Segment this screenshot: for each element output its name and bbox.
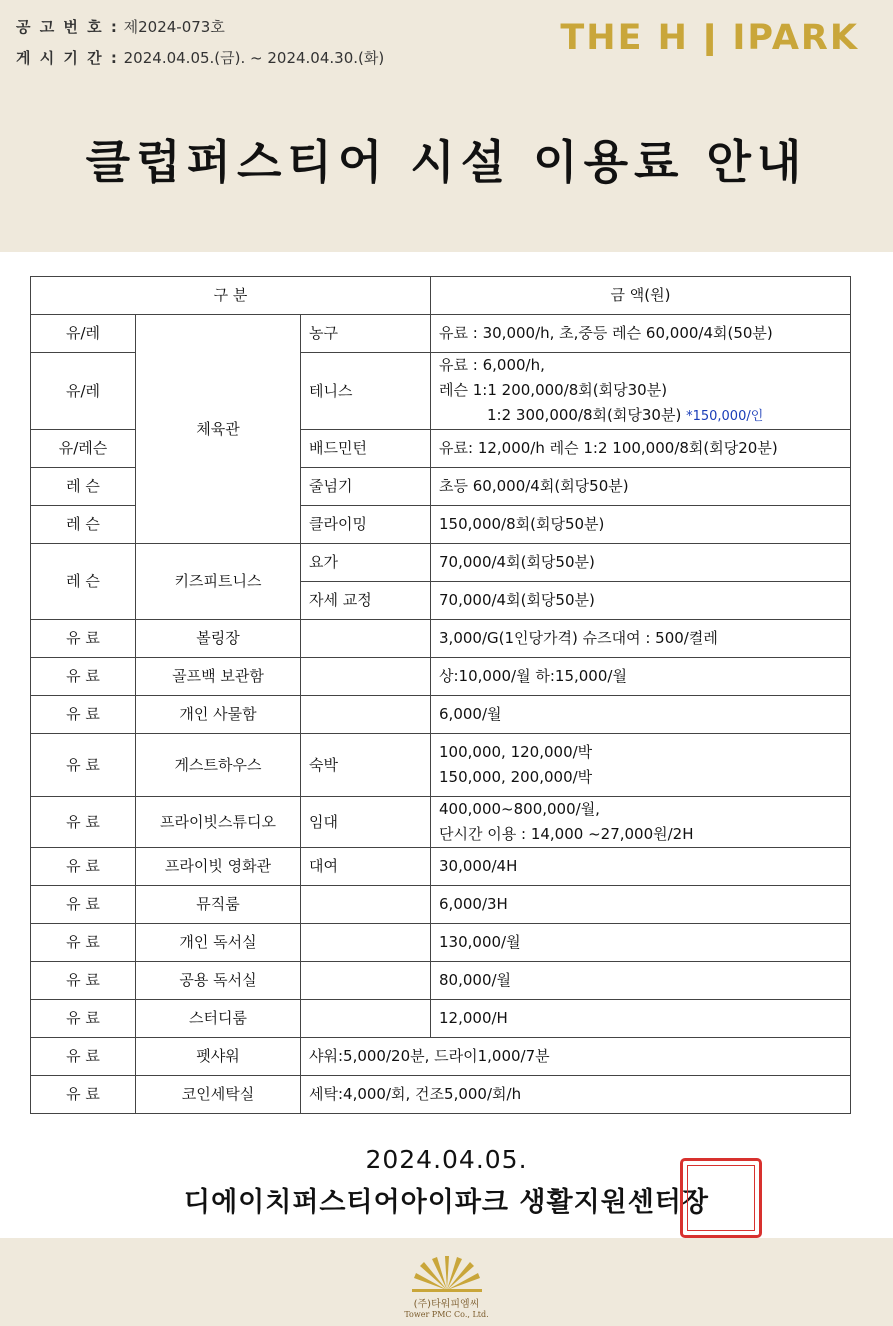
- row-item-empty: [301, 620, 431, 658]
- amount-line: 400,000~800,000/월,: [439, 800, 600, 818]
- table-row: [31, 1076, 851, 1114]
- table-row: [31, 658, 851, 696]
- row-item: 임대: [301, 797, 431, 848]
- row-type: 유/레: [31, 353, 136, 430]
- table-row: [31, 1000, 851, 1038]
- row-item-empty: [301, 962, 431, 1000]
- table-row: [31, 620, 851, 658]
- row-type: 유 료: [31, 962, 136, 1000]
- table-row: [31, 315, 851, 353]
- row-amount: 70,000/4회(회당50분): [431, 582, 851, 620]
- amount-line: 100,000, 120,000/박: [439, 743, 593, 761]
- table-row: [31, 886, 851, 924]
- row-type: 유 료: [31, 620, 136, 658]
- notice-period-value: 2024.04.05.(금). ~ 2024.04.30.(화): [123, 49, 385, 67]
- row-item-empty: [301, 696, 431, 734]
- notice-period: [16, 47, 384, 68]
- row-type: 유/레: [31, 315, 136, 353]
- row-amount: 30,000/4H: [431, 848, 851, 886]
- row-type: 유 료: [31, 1038, 136, 1076]
- row-item: 대여: [301, 848, 431, 886]
- amount-line: 단시간 이용 : 14,000 ~27,000원/2H: [439, 825, 694, 843]
- row-item: 요가: [301, 544, 431, 582]
- amount-line-indented: [439, 403, 842, 429]
- table-row: [31, 797, 851, 848]
- row-group: 뮤직룸: [136, 886, 301, 924]
- row-group: 스터디룸: [136, 1000, 301, 1038]
- row-group: 볼링장: [136, 620, 301, 658]
- row-amount: 130,000/월: [431, 924, 851, 962]
- sun-fan-logo-icon: [408, 1256, 486, 1294]
- per-person-note: *150,000/인: [686, 409, 764, 424]
- row-amount: 초등 60,000/4회(회당50분): [431, 468, 851, 506]
- row-type: 유 료: [31, 848, 136, 886]
- table-row: [31, 962, 851, 1000]
- row-group: 골프백 보관함: [136, 658, 301, 696]
- table-row: [31, 848, 851, 886]
- table-row: [31, 1038, 851, 1076]
- row-group: 개인 사물함: [136, 696, 301, 734]
- row-type: 유 료: [31, 734, 136, 797]
- row-amount: [431, 734, 851, 797]
- table-row: [31, 924, 851, 962]
- row-group: 펫샤워: [136, 1038, 301, 1076]
- row-group: 코인세탁실: [136, 1076, 301, 1114]
- fee-table: [30, 276, 851, 1114]
- header-category: 구 분: [31, 277, 431, 315]
- row-type: 유 료: [31, 886, 136, 924]
- row-group: 프라이빗스튜디오: [136, 797, 301, 848]
- row-amount: [431, 797, 851, 848]
- row-item: 배드민턴: [301, 430, 431, 468]
- row-group: 개인 독서실: [136, 924, 301, 962]
- row-group: 공용 독서실: [136, 962, 301, 1000]
- row-type: 유 료: [31, 1000, 136, 1038]
- row-group-gym: 체육관: [136, 315, 301, 544]
- row-group: 게스트하우스: [136, 734, 301, 797]
- issuer-name: 디에이치퍼스티어아이파크 생활지원센터장: [184, 1187, 709, 1218]
- row-type: 유 료: [31, 658, 136, 696]
- row-type: 레 슨: [31, 468, 136, 506]
- row-amount: 150,000/8회(회당50분): [431, 506, 851, 544]
- row-item: 줄넘기: [301, 468, 431, 506]
- seal-inner-border: [687, 1165, 755, 1231]
- row-amount: 80,000/월: [431, 962, 851, 1000]
- row-type: 유/레슨: [31, 430, 136, 468]
- row-item-empty: [301, 1000, 431, 1038]
- row-group-kids: 키즈피트니스: [136, 544, 301, 620]
- notice-number-value: 제2024-073호: [123, 18, 225, 36]
- row-type: 유 료: [31, 1076, 136, 1114]
- row-item: 숙박: [301, 734, 431, 797]
- table-row: [31, 696, 851, 734]
- row-amount: 유료: 12,000/h 레슨 1:2 100,000/8회(회당20분): [431, 430, 851, 468]
- table-row: [31, 734, 851, 797]
- row-type: 유 료: [31, 924, 136, 962]
- row-type: 유 료: [31, 797, 136, 848]
- row-amount: 유료 : 30,000/h, 초,중등 레슨 60,000/4회(50분): [431, 315, 851, 353]
- row-item-empty: [301, 924, 431, 962]
- row-amount: 70,000/4회(회당50분): [431, 544, 851, 582]
- row-amount: 6,000/월: [431, 696, 851, 734]
- company-name-en: Tower PMC Co., Ltd.: [404, 1310, 489, 1319]
- brand-logo: THE H ǀ IPARK: [560, 18, 859, 58]
- seal-icon: [680, 1158, 762, 1238]
- row-amount: 6,000/3H: [431, 886, 851, 924]
- header-band: [0, 0, 893, 252]
- amount-text: 1:2 300,000/8회(회당30분): [487, 406, 682, 424]
- notice-number: [16, 16, 225, 37]
- row-item: 자세 교정: [301, 582, 431, 620]
- row-amount: 3,000/G(1인당가격) 슈즈대여 : 500/켤레: [431, 620, 851, 658]
- notice-number-label: 공 고 번 호 :: [16, 18, 119, 36]
- row-type: 유 료: [31, 696, 136, 734]
- row-amount: 세탁:4,000/회, 건조5,000/회/h: [301, 1076, 851, 1114]
- amount-line: 유료 : 6,000/h,: [439, 356, 545, 374]
- row-item-empty: [301, 658, 431, 696]
- row-amount: 샤워:5,000/20분, 드라이1,000/7분: [301, 1038, 851, 1076]
- row-item-empty: [301, 886, 431, 924]
- notice-period-label: 게 시 기 간 :: [16, 49, 119, 67]
- page-title: 클럽퍼스티어 시설 이용료 안내: [85, 135, 808, 189]
- notice-date: 2024.04.05.: [365, 1145, 528, 1174]
- row-amount: 상:10,000/월 하:15,000/월: [431, 658, 851, 696]
- row-type: 레 슨: [31, 506, 136, 544]
- row-item: 클라이밍: [301, 506, 431, 544]
- table-row: [31, 544, 851, 582]
- amount-line: 레슨 1:1 200,000/8회(회당30분): [439, 381, 668, 399]
- row-group: 프라이빗 영화관: [136, 848, 301, 886]
- amount-line: 150,000, 200,000/박: [439, 768, 593, 786]
- row-item: 테니스: [301, 353, 431, 430]
- company-name: (주)타워피엠씨: [413, 1299, 480, 1310]
- row-amount: 12,000/H: [431, 1000, 851, 1038]
- table-header-row: [31, 277, 851, 315]
- row-item: 농구: [301, 315, 431, 353]
- row-type: 레 슨: [31, 544, 136, 620]
- row-amount: [431, 353, 851, 430]
- header-amount: 금 액(원): [431, 277, 851, 315]
